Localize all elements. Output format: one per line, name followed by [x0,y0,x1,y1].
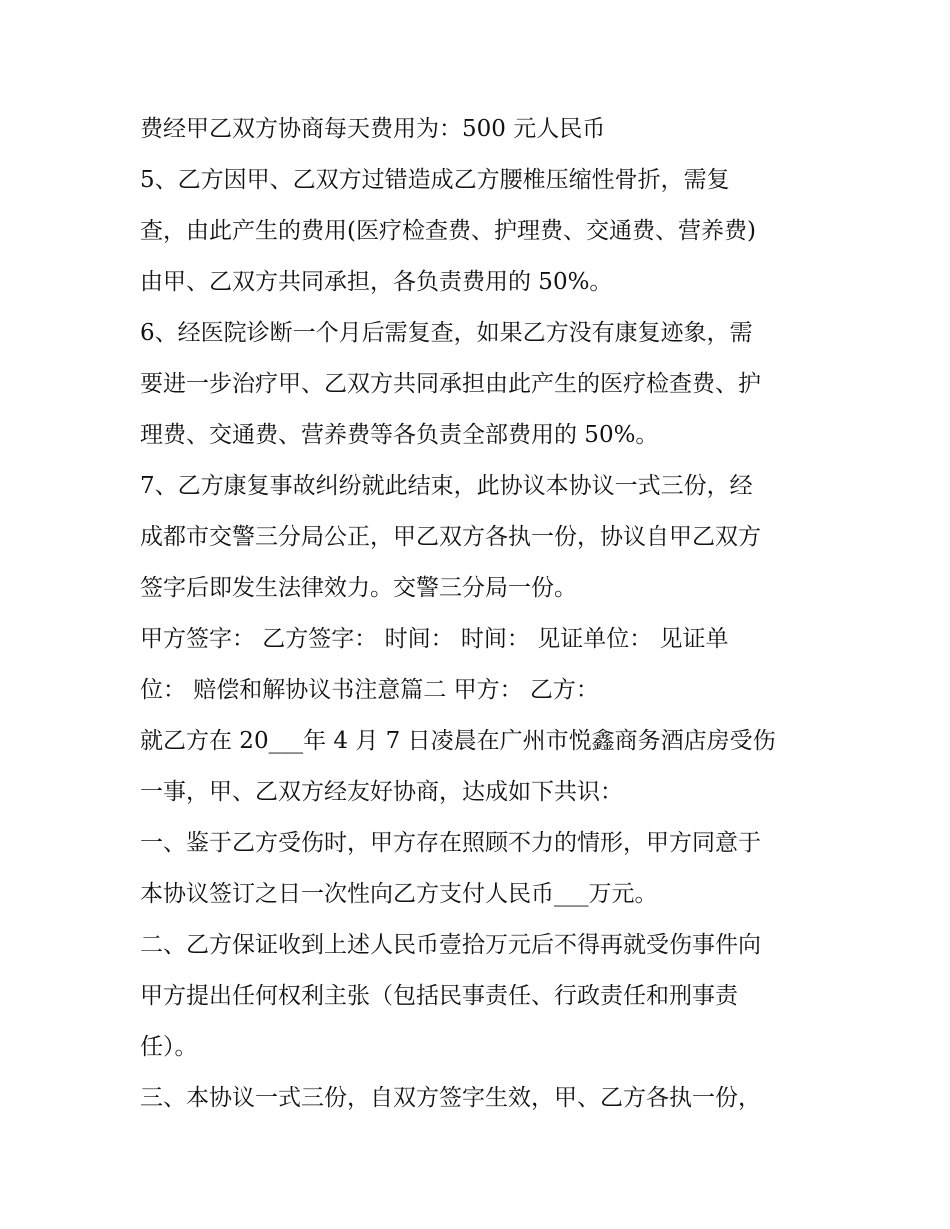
text-line: 一事，甲、乙双方经友好协商，达成如下共识： [140,779,623,805]
text-line: 5、乙方因甲、乙双方过错造成乙方腰椎压缩性骨折，需复 [140,167,730,193]
text-line: 由甲、乙双方共同承担，各负责费用的 50%。 [140,269,613,295]
text-line: 理费、交通费、营养费等各负责全部费用的 50%。 [140,422,659,448]
text-line: 甲方提出任何权利主张（包括民事责任、行政责任和刑事责 [140,983,738,1009]
text-line: 查，由此产生的费用(医疗检查费、护理费、交通费、营养费) [140,218,756,244]
text-line: 要进一步治疗甲、乙双方共同承担由此产生的医疗检查费、护 [140,371,761,397]
text-line: 三、本协议一式三份，自双方签字生效，甲、乙方各执一份， [140,1085,761,1111]
text-line: 签字后即发生法律效力。交警三分局一份。 [140,575,577,601]
text-line: 本协议签订之日一次性向乙方支付人民币___万元。 [140,881,658,907]
text-line: 位： 赔偿和解协议书注意篇二 甲方： 乙方： [140,677,599,703]
text-line: 任）。 [140,1034,198,1060]
text-line: 费经甲乙双方协商每天费用为：500 元人民币 [140,116,606,142]
text-line: 就乙方在 20___年 4 月 7 日凌晨在广州市悦鑫商务酒店房受伤 [140,728,776,754]
text-line: 成都市交警三分局公正，甲乙双方各执一份，协议自甲乙双方 [140,524,761,550]
text-line: 甲方签字： 乙方签字： 时间： 时间： 见证单位： 见证单 [140,626,729,652]
text-line: 二、乙方保证收到上述人民币壹拾万元后不得再就受伤事件向 [140,932,761,958]
text-line: 6、经医院诊断一个月后需复查，如果乙方没有康复迹象，需 [140,320,753,346]
document-body [140,104,820,1124]
text-line: 一、鉴于乙方受伤时，甲方存在照顾不力的情形，甲方同意于 [140,830,761,856]
text-line: 7、乙方康复事故纠纷就此结束，此协议本协议一式三份，经 [140,473,753,499]
